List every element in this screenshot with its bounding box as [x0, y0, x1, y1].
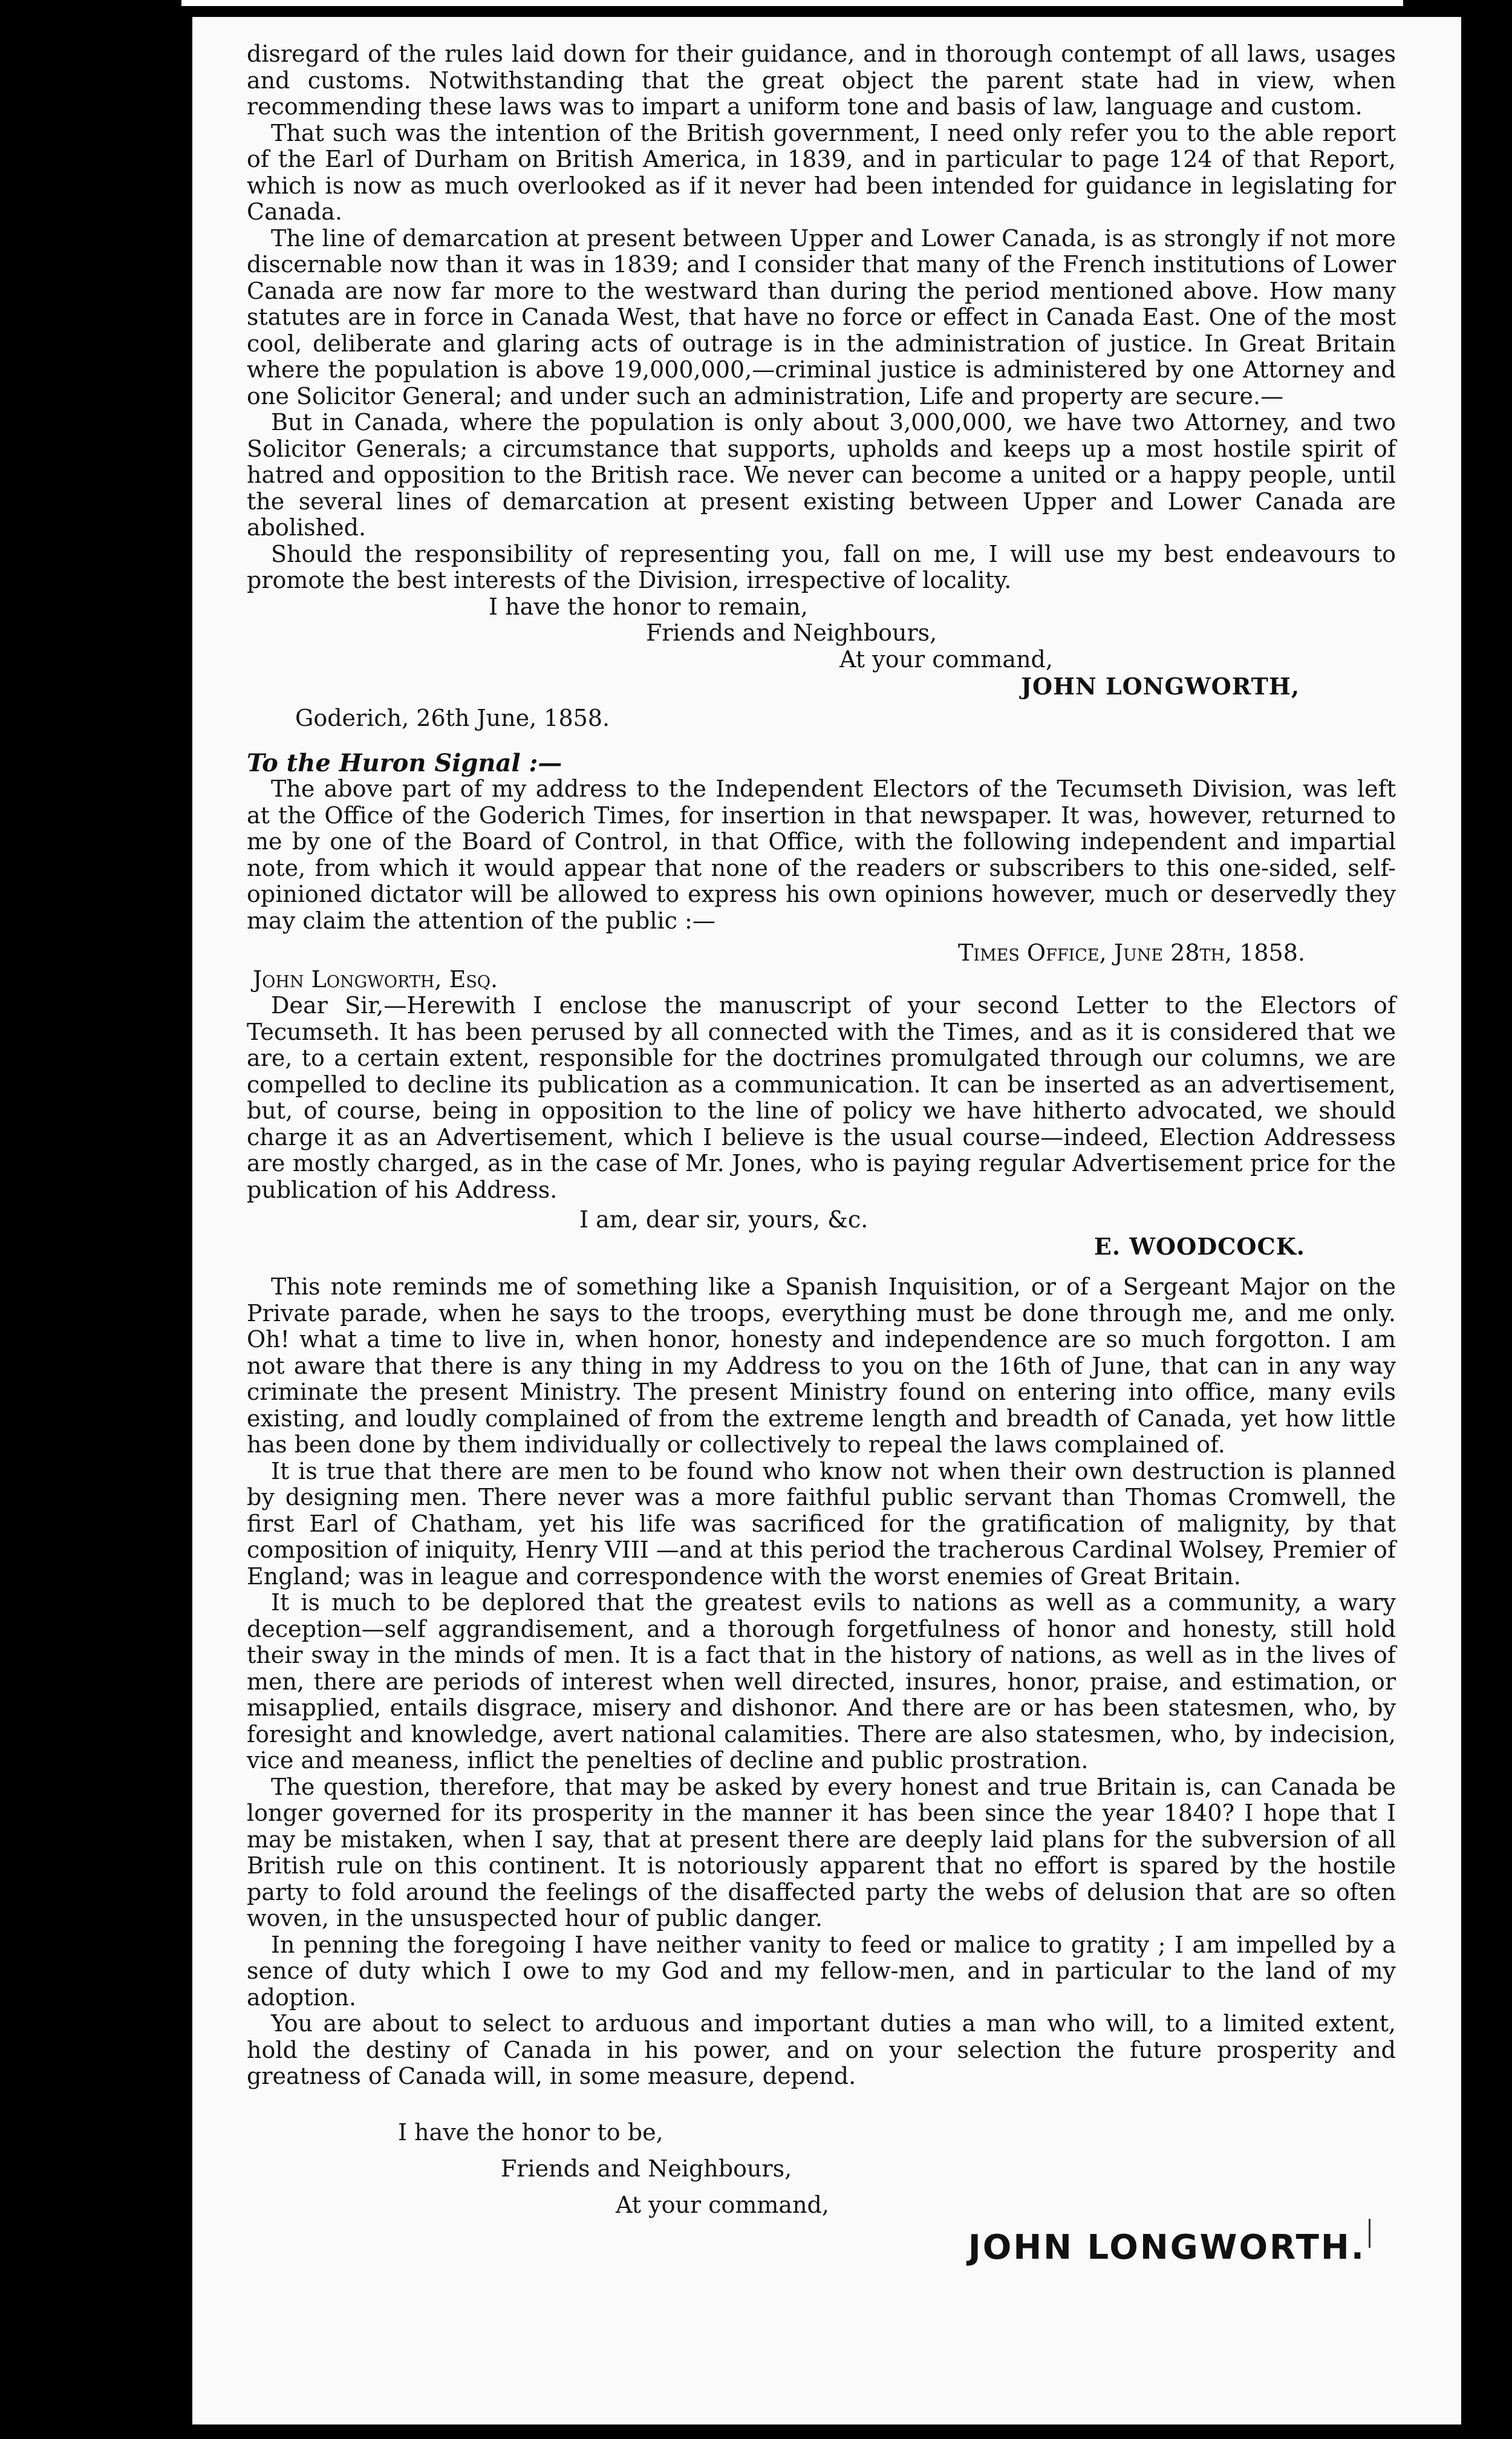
reply-closing-2: Friends and Neighbours,: [501, 2155, 792, 2182]
reply-closing-1: I have the honor to be,: [398, 2118, 663, 2146]
reply-signature: JOHN LONGWORTH.: [968, 2227, 1366, 2267]
reply-closing-3: At your command,: [616, 2191, 829, 2218]
page-top-edge: [181, 0, 1403, 6]
times-signature: E. WOODCOCK.: [1093, 1232, 1305, 1260]
reply-paragraph-2: It is true that there are men to be found who know not when their own destruction is planned by designing men. There never was a more faithful public servant than Thomas Cromwell, the first Earl of Chatham, yet his life was sacrificed for the gratification of malignity, by that composition of iniquity, Henry VIII —and at this period the tracherous Cardinal Wolsey, Premier of England; was in league and correspondence with the worst enemies of Great Britain.: [247, 1457, 1396, 1590]
reply-paragraph-6: You are about to select to arduous and important duties a man who will, to a limited extent, hold the destiny of Canada in his power, and on your selection the future prosperity and greatness of Canada will, in some measure, depend.: [247, 2010, 1396, 2089]
signal-paragraph: The above part of my address to the Independent Electors of the Tecumseth Division, was left at the Office of the Goderich Times, for insertion in that newspaper. It was, however, returned to me by one of the Board of Control, in that Office, with the following independent and impartial note, from which it would appear that none of the readers or subscribers to this one-sided, self-opinioned dictator will be allowed to express his own opinions however, much or deservedly they may claim the attention of the public :—: [247, 775, 1396, 934]
document-page: [192, 17, 1461, 2424]
times-addressee: John Longworth, Esq.: [253, 965, 498, 993]
reply-paragraph-5: In penning the foregoing I have neither vanity to feed or malice to gratity ; I am impelled by a sence of duty which I owe to my God and my fellow-men, and in particular to the land of my adoption.: [247, 1931, 1396, 2011]
reply-paragraph-1: This note reminds me of something like a Spanish Inquisition, or of a Sergeant Major on the Private parade, when he says to the troops, everything must be done through me, and me only. Oh! what a time to live in, when honor, honesty and independence are so much forgotton. I am not aware that there is any thing in my Address to you on the 16th of June, that can in any way criminate the present Ministry. The present Ministry found on entering into office, many evils existing, and loudly complained of from the extreme length and breadth of Canada, yet how little has been done by them individually or collectively to repeal the laws complained of.: [247, 1273, 1396, 1458]
letter1-paragraph-3: The line of demarcation at present between Upper and Lower Canada, is as strongly if not more discernable now than it was in 1839; and I consider that many of the French institutions of Lower Canada are now far more to the westward than during the period mentioned above. How many statutes are in force in Canada West, that have no force or effect in Canada East. One of the most cool, deliberate and glaring acts of outrage is in the administration of justice. In Great Britain where the population is above 19,000,000,—criminal justice is administered by one Attorney and one Solicitor General; and under such an administration, Life and property are secure.—: [247, 224, 1396, 410]
times-closing: I am, dear sir, yours, &c.: [579, 1206, 868, 1233]
letter1-closing-1: I have the honor to remain,: [489, 593, 808, 620]
times-body: Dear Sir,—Herewith I enclose the manuscript of your second Letter to the Electors of Tecumseth. It has been perused by all connected with the Times, and as it is considered that we are, to a certain extent, responsible for the doctrines promulgated through our columns, we are compelled to decline its publication as a communication. It can be inserted as an advertisement, but, of course, being in opposition to the line of policy we have hitherto advocated, we should charge it as an Advertisement, which I believe is the usual course—indeed, Election Addressess are mostly charged, as in the case of Mr. Jones, who is paying regular Advertisement price for the publication of his Address.: [247, 992, 1396, 1203]
signal-heading: To the Huron Signal :—: [247, 748, 562, 777]
letter1-paragraph-5: Should the responsibility of representing you, fall on me, I will use my best endeavours to promote the best interests of the Division, irrespective of locality.: [247, 540, 1396, 593]
reply-paragraph-3: It is much to be deplored that the greatest evils to nations as well as a community, a wary deception—self aggrandisement, and a thorough forgetfulness of honor and honesty, still hold their sway in the minds of men. It is a fact that in the history of nations, as well as in the lives of men, there are periods of interest when well directed, insures, honor, praise, and estimation, or misapplied, entails disgrace, misery and dishonor. And there are or has been statesmen, who, by foresight and knowledge, avert national calamities. There are also statesmen, who, by indecision, vice and meaness, inflict the penelties of decline and public prostration.: [247, 1589, 1396, 1774]
letter1-closing-2: Friends and Neighbours,: [646, 619, 937, 646]
letter1-paragraph-2: That such was the intention of the British government, I need only refer you to the able report of the Earl of Durham on British America, in 1839, and in particular to page 124 of that Report, which is now as much overlooked as if it never had been intended for guidance in legislating for Canada.: [247, 119, 1396, 225]
document-content: [247, 17, 1396, 2267]
letter1-closing-3: At your command,: [839, 645, 1053, 673]
letter1-paragraph-1: disregard of the rules laid down for their guidance, and in thorough contempt of all laws, usages and customs. Notwithstanding that the great object the parent state had in view, when recommending these laws was to impart a uniform tone and basis of law, language and custom.: [247, 41, 1396, 120]
letter1-signature: JOHN LONGWORTH,: [1021, 673, 1300, 700]
times-dateline: Times Office, June 28th, 1858.: [957, 939, 1305, 966]
margin-mark: [1369, 2219, 1370, 2248]
letter1-place-date: Goderich, 26th June, 1858.: [295, 705, 610, 731]
reply-paragraph-4: The question, therefore, that may be asked by every honest and true Britain is, can Canada be longer governed for its prosperity in the manner it has been since the year 1840? I hope that I may be mistaken, when I say, that at present there are deeply laid plans for the subversion of all British rule on this continent. It is notoriously apparent that no effort is spared by the hostile party to fold around the feelings of the disaffected party the webs of delusion that are so often woven, in the unsuspected hour of public danger.: [247, 1773, 1396, 1931]
letter1-paragraph-4: But in Canada, where the population is only about 3,000,000, we have two Attorney, and two Solicitor Generals; a circumstance that supports, upholds and keeps up a most hostile spirit of hatred and opposition to the British race. We never can become a united or a happy people, until the several lines of demarcation at present existing between Upper and Lower Canada are abolished.: [247, 409, 1396, 541]
